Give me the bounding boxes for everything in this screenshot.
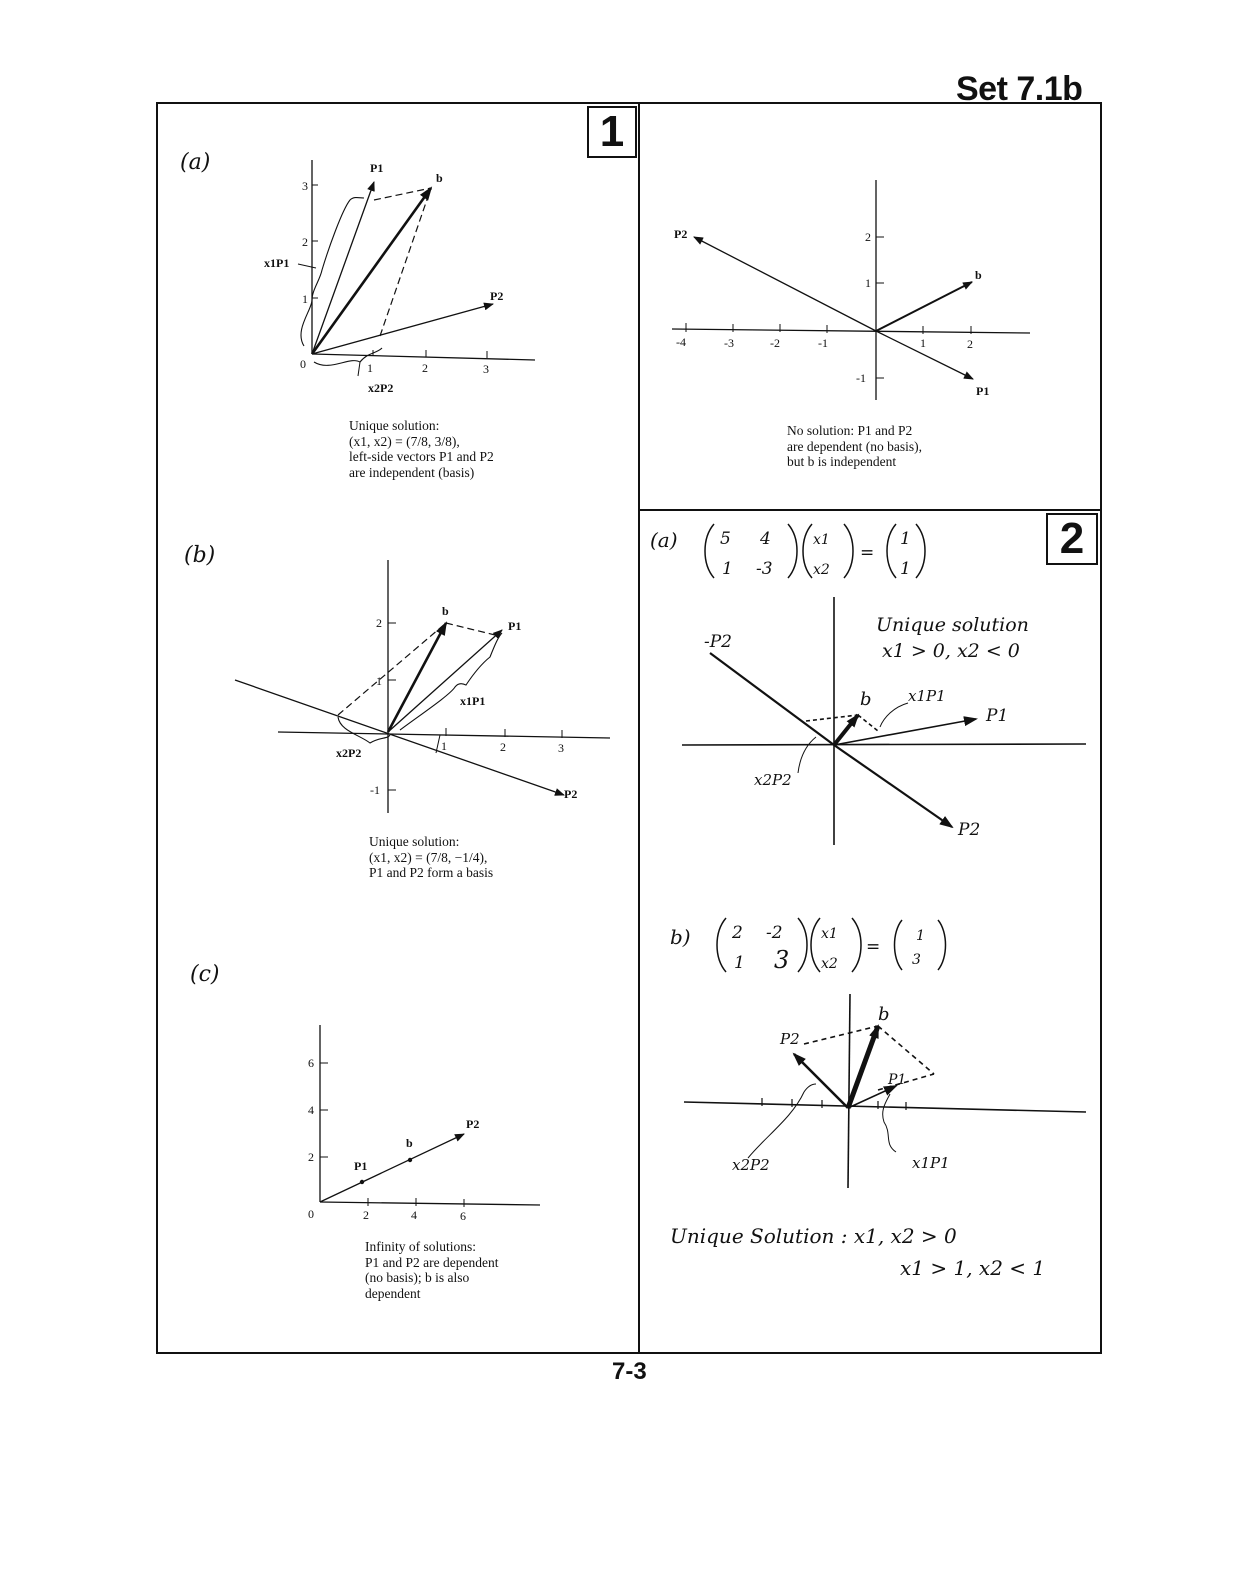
note-line: Unique solution — [876, 614, 1029, 636]
equation-2a — [700, 518, 940, 584]
label-p2: P2 — [564, 787, 578, 801]
caption-line: P1 and P2 form a basis — [369, 865, 494, 880]
column-divider — [638, 102, 640, 1354]
x-tick-3: 3 — [558, 741, 564, 755]
matrix-a11: 2 — [732, 923, 743, 943]
point-b — [408, 1158, 412, 1162]
x-tick-1: 1 — [367, 361, 373, 375]
label-p2: P2 — [490, 289, 504, 303]
x-tick-neg3: -3 — [724, 336, 734, 350]
part-2a-label: (a) — [650, 528, 678, 552]
equation-2b — [712, 912, 962, 978]
matrix-a12: -2 — [766, 923, 783, 943]
x-tick-1: 1 — [920, 336, 926, 350]
caption-line: (x1, x2) = (7/8, −1/4), — [369, 849, 488, 865]
label-b: b — [436, 171, 443, 185]
var-x1: x1 — [813, 532, 830, 548]
set-label: Set 7.1b — [956, 70, 1083, 108]
y-tick-1: 1 — [865, 276, 871, 290]
x-axis — [320, 1202, 540, 1205]
label-p1: P1 — [354, 1159, 368, 1173]
x-axis — [278, 732, 610, 738]
note-line: x1 > 0, x2 < 0 — [882, 640, 1020, 662]
label-p2: P2 — [466, 1117, 480, 1131]
x-tick-6: 6 — [460, 1209, 466, 1223]
vector-p1 — [834, 719, 976, 745]
label-x2p2: x2P2 — [732, 1156, 770, 1174]
caption-1a — [349, 418, 494, 480]
vector-p1 — [312, 182, 374, 354]
label-p2: P2 — [674, 227, 688, 241]
note-line: Unique Solution : x1, x2 > 0 — [670, 1224, 957, 1248]
rhs-1: 1 — [916, 928, 925, 944]
caption-1d — [787, 423, 922, 470]
caption-line: are dependent (no basis), — [787, 438, 922, 454]
label-x2p2: x2P2 — [336, 746, 362, 760]
part-1a-label: (a) — [180, 150, 211, 175]
vector-b — [312, 188, 431, 354]
problem-1-number: 1 — [587, 106, 637, 158]
y-axis — [848, 994, 850, 1188]
x-tick-neg1: -1 — [818, 336, 828, 350]
label-p1: P1 — [888, 1072, 907, 1088]
caption-line: Infinity of solutions: — [365, 1239, 476, 1254]
graph-1b — [230, 555, 620, 825]
origin-label: 0 — [308, 1207, 314, 1221]
matrix-a22: -3 — [756, 559, 773, 579]
page-number: 7-3 — [612, 1358, 647, 1385]
vector-p2 — [320, 1134, 464, 1202]
part-2b-label: b) — [670, 925, 691, 949]
y-tick-3: 3 — [302, 179, 308, 193]
x-tick-1: 1 — [441, 739, 447, 753]
y-tick-2: 2 — [308, 1150, 314, 1164]
x-tick-2: 2 — [967, 337, 973, 351]
section-divider — [640, 509, 1102, 511]
label-b: b — [442, 604, 449, 618]
caption-line: are independent (basis) — [349, 464, 475, 480]
label-b: b — [975, 268, 982, 282]
rhs-1: 1 — [900, 529, 911, 549]
x-tick-neg2: -2 — [770, 336, 780, 350]
vector-b — [388, 623, 446, 732]
matrix-a12: 4 — [760, 529, 771, 549]
matrix-a11: 5 — [720, 529, 731, 549]
label-x1p1: x1P1 — [460, 694, 486, 708]
equals: = — [860, 543, 875, 563]
caption-1c — [365, 1239, 498, 1301]
x-tick-2: 2 — [500, 740, 506, 754]
graph-2b — [682, 992, 1092, 1192]
label-p1: P1 — [370, 161, 384, 175]
matrix-a21: 1 — [722, 559, 733, 579]
caption-line: (x1, x2) = (7/8, 3/8), — [349, 433, 460, 449]
label-p1: P1 — [976, 384, 990, 398]
caption-line: dependent — [365, 1285, 421, 1301]
y-tick-neg1: -1 — [370, 783, 380, 797]
y-tick-4: 4 — [308, 1103, 314, 1117]
y-tick-1: 1 — [302, 292, 308, 306]
matrix-a22: 3 — [774, 946, 790, 974]
vector-b — [876, 282, 972, 331]
y-tick-6: 6 — [308, 1056, 314, 1070]
graph-2a — [680, 595, 1090, 850]
vector-p2 — [312, 304, 493, 354]
line-p2 — [235, 680, 564, 795]
graph-1a — [250, 150, 550, 410]
caption-line: (no basis); b is also — [365, 1270, 470, 1285]
x-tick-2: 2 — [422, 361, 428, 375]
note-2b — [670, 1220, 1045, 1284]
label-x1p1: x1P1 — [264, 256, 290, 270]
x-tick-2: 2 — [363, 1208, 369, 1222]
label-b: b — [406, 1136, 413, 1150]
var-x2: x2 — [821, 956, 838, 972]
x-axis — [672, 329, 1030, 333]
point-p1 — [360, 1180, 364, 1184]
y-tick-2: 2 — [376, 616, 382, 630]
caption-line: left-side vectors P1 and P2 — [349, 449, 494, 464]
brace-x2p2 — [338, 717, 390, 743]
caption-line: Unique solution: — [369, 834, 460, 849]
x-tick-3: 3 — [483, 362, 489, 376]
x-axis — [312, 354, 535, 360]
vector-p2 — [694, 237, 876, 331]
x-tick-4: 4 — [411, 1208, 417, 1222]
caption-line: No solution: P1 and P2 — [787, 423, 913, 438]
rhs-2: 1 — [900, 559, 911, 579]
caption-line: but b is independent — [787, 454, 897, 469]
equals: = — [866, 937, 881, 957]
y-tick-2: 2 — [302, 235, 308, 249]
label-b: b — [878, 1004, 890, 1025]
vector-p2 — [794, 1054, 848, 1108]
label-x1p1: x1P1 — [912, 1154, 950, 1172]
label-p1: P1 — [508, 619, 522, 633]
vector-p1 — [388, 630, 502, 732]
y-tick-2: 2 — [865, 230, 871, 244]
note-line: x1 > 1, x2 < 1 — [900, 1256, 1046, 1280]
graph-1d — [660, 175, 1040, 405]
line-neg-p2 — [710, 653, 834, 745]
x-axis — [682, 744, 1086, 745]
var-x2: x2 — [813, 562, 830, 578]
label-neg-p2: -P2 — [704, 632, 732, 652]
var-x1: x1 — [821, 926, 838, 942]
caption-line: P1 and P2 are dependent — [365, 1254, 499, 1270]
matrix-a21: 1 — [734, 953, 745, 973]
label-p2: P2 — [958, 820, 981, 840]
part-1c-label: (c) — [190, 962, 220, 987]
label-b: b — [860, 689, 872, 710]
origin-label: 0 — [300, 357, 306, 371]
label-x2p2: x2P2 — [368, 381, 394, 395]
caption-line: Unique solution: — [349, 418, 440, 433]
y-tick-neg1: -1 — [856, 371, 866, 385]
graph-1c — [296, 1020, 556, 1230]
label-p1: P1 — [986, 706, 1009, 726]
x-tick-neg4: -4 — [676, 335, 686, 349]
problem-2-number: 2 — [1046, 513, 1098, 565]
part-1b-label: (b) — [184, 543, 216, 568]
label-x1p1: x1P1 — [908, 687, 946, 705]
vector-p2 — [834, 745, 952, 827]
label-p2: P2 — [780, 1030, 800, 1048]
rhs-2: 3 — [912, 952, 921, 968]
caption-1b — [369, 834, 493, 881]
y-tick-1: 1 — [376, 674, 382, 688]
label-x2p2: x2P2 — [754, 771, 792, 789]
